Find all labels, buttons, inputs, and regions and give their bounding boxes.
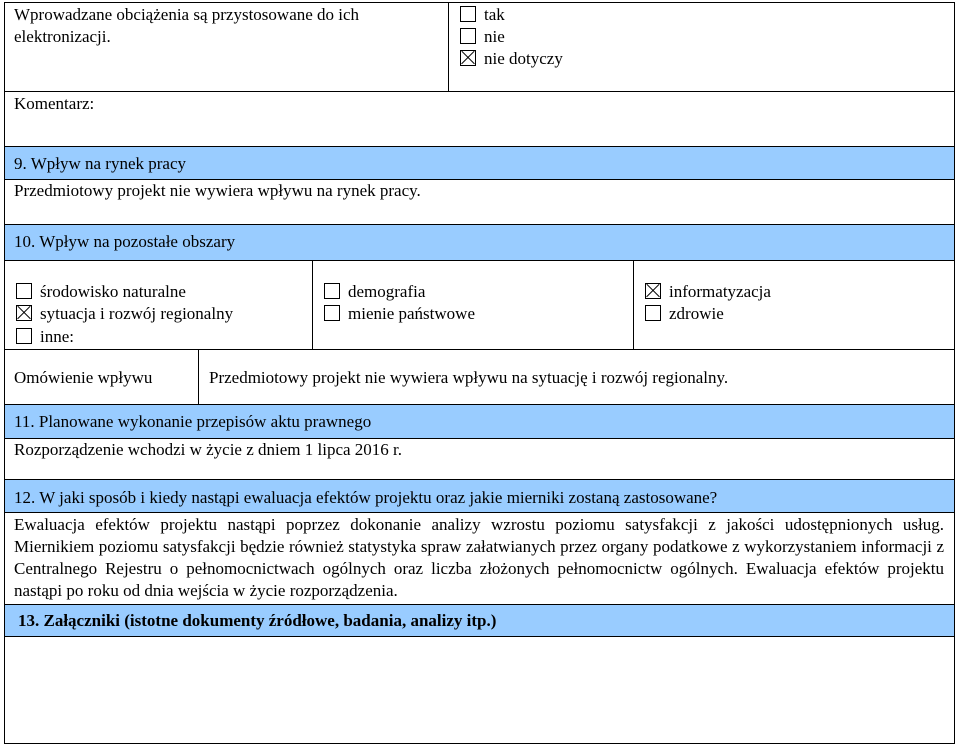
section-12-heading: 12. W jaki sposób i kiedy nastąpi ewaluacja efektów projektu oraz jakie mierniki zostaną zastosowane? xyxy=(14,488,718,507)
comment-cell[interactable] xyxy=(4,91,955,147)
section-13-heading: 13. Załączniki (istotne dokumenty źródłowe, badania, analizy itp.) xyxy=(18,611,497,630)
checkbox-icon[interactable] xyxy=(16,283,32,299)
section-9-heading: 9. Wpływ na rynek pracy xyxy=(14,154,186,173)
checkbox-icon[interactable] xyxy=(324,283,340,299)
section-11-heading: 11. Planowane wykonanie przepisów aktu prawnego xyxy=(14,412,372,431)
checked-checkbox-icon[interactable] xyxy=(460,50,476,66)
option-tak[interactable]: tak xyxy=(460,4,505,26)
checkbox-icon[interactable] xyxy=(324,305,340,321)
question-text: Wprowadzane obciążenia są przystosowane do ich elektronizacji. xyxy=(14,5,360,46)
checkbox-icon[interactable] xyxy=(16,328,32,344)
checkbox-icon[interactable] xyxy=(460,28,476,44)
option-srodowisko[interactable]: środowisko naturalne xyxy=(16,281,186,303)
checkbox-icon[interactable] xyxy=(645,305,661,321)
option-zdrowie[interactable]: zdrowie xyxy=(645,303,724,325)
option-informatyzacja[interactable]: informatyzacja xyxy=(645,281,771,303)
option-mienie[interactable]: mienie państwowe xyxy=(324,303,475,325)
comment-label: Komentarz: xyxy=(14,94,95,113)
option-nie-dotyczy[interactable]: nie dotyczy xyxy=(460,48,563,70)
checked-checkbox-icon[interactable] xyxy=(16,305,32,321)
section-9-text: Przedmiotowy projekt nie wywiera wpływu na rynek pracy. xyxy=(14,181,421,200)
option-sytuacja[interactable]: sytuacja i rozwój regionalny xyxy=(16,303,233,325)
option-inne[interactable]: inne: xyxy=(16,326,74,348)
section-10-heading: 10. Wpływ na pozostałe obszary xyxy=(14,232,236,251)
section-11-text: Rozporządzenie wchodzi w życie z dniem 1 lipca 2016 r. xyxy=(14,440,403,459)
impact-label: Omówienie wpływu xyxy=(14,368,153,387)
option-demografia[interactable]: demografia xyxy=(324,281,425,303)
checked-checkbox-icon[interactable] xyxy=(645,283,661,299)
option-nie[interactable]: nie xyxy=(460,26,505,48)
attachments-body[interactable] xyxy=(4,636,955,744)
options-cell xyxy=(448,2,955,92)
section-12-text: Ewaluacja efektów projektu nastąpi poprzez dokonanie analizy wzrostu poziomu satysfakcji z jakości udostępnionych usług. Miernikiem poziomu satysfakcji będzie również statystyka spraw załatwianych przez organy podatkowe z wykorzystaniem informacji z Centralnego Rejestru o pełnomocnictwach ogólnych oraz liczba złożonych pełnomocnictw ogólnych. Ewaluacja efektów projektu nastąpi po roku od dnia wejścia w życie rozporządzenia. xyxy=(14,515,944,600)
checkbox-icon[interactable] xyxy=(460,6,476,22)
impact-text: Przedmiotowy projekt nie wywiera wpływu na sytuację i rozwój regionalny. xyxy=(209,368,729,387)
